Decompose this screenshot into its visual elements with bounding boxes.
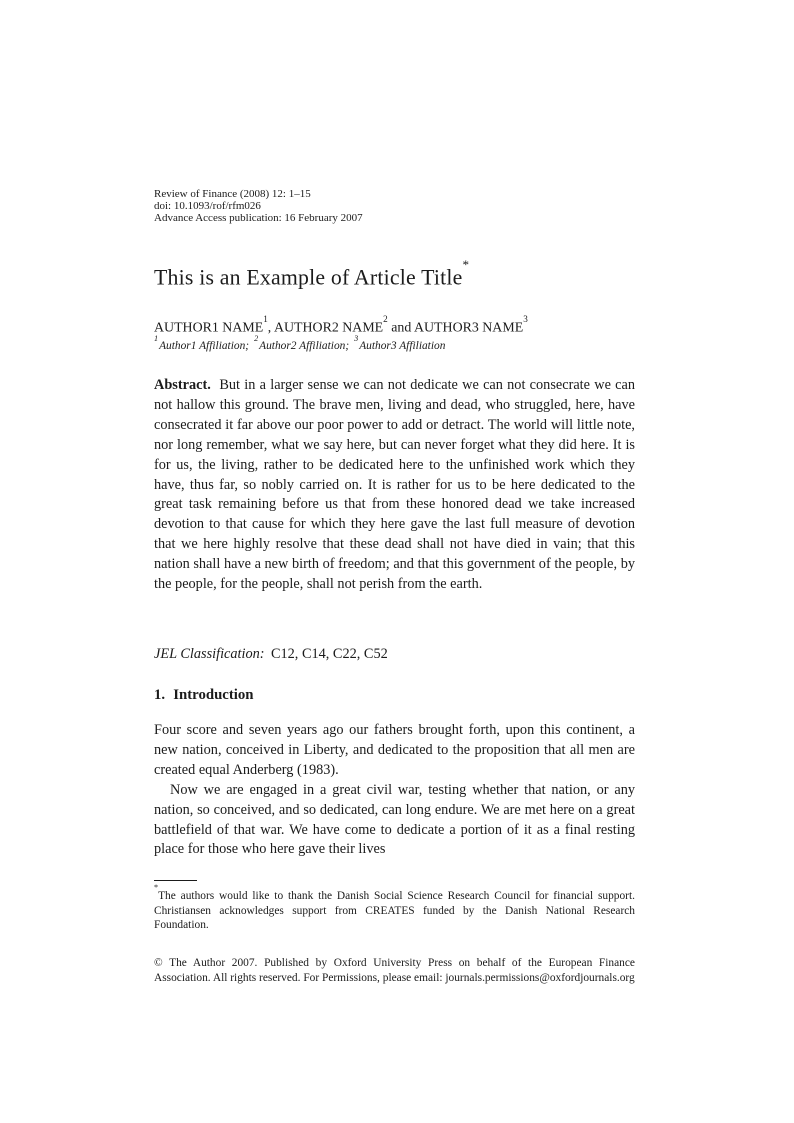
- affiliation-3: [354, 333, 446, 352]
- abstract-section: [154, 376, 635, 595]
- affiliation-3-marker: 3: [354, 333, 359, 343]
- copyright-text-continued: oxfordjournals.org: [549, 971, 635, 984]
- authors-line: [154, 313, 635, 337]
- section-title: Introduction: [173, 687, 254, 703]
- jel-label: JEL Classification:: [154, 646, 265, 662]
- jel-codes: C12, C14, C22, C52: [270, 646, 388, 662]
- section-number: 1.: [154, 687, 166, 703]
- title-footnote-marker: *: [462, 256, 470, 272]
- affiliation-1-marker: 1: [154, 333, 159, 343]
- affiliation-2-marker: 2: [254, 333, 259, 343]
- article-title-text: This is an Example of Article Title: [154, 265, 463, 290]
- author-1-affiliation-marker: 1: [263, 313, 268, 324]
- author-2-name: AUTHOR2 NAME: [273, 320, 384, 336]
- section-heading-introduction: [154, 687, 635, 704]
- affiliation-2-text: Author2 Affiliation;: [259, 339, 350, 352]
- affiliation-3-text: Author3 Affiliation: [359, 339, 446, 352]
- footnote-text: The authors would like to thank the Danish Social Science Research Council for financial support. Christiansen acknowledges support from CREATES funded by the Danish National Research Foundation.: [154, 889, 635, 932]
- journal-header: [154, 188, 635, 225]
- abstract-text: But in a larger sense we can not dedicate we can not consecrate we can not hallow this ground. The brave men, living and dead, who struggled, here, have consecrated it far above our poor power to add or detract. The world will little note, nor long remember, what we say here, but can never forget what they did here. It is for us, the living, rather to be dedicated here to the unfinished work which they have, thus far, so nobly carried on. It is rather for us to be here dedicated to the great task remaining before us that from these honored dead we take increased devotion to that cause for which they here gave the last full measure of devotion that we here highly resolve that these dead shall not have died in vain; that this nation shall have a new birth of freedom; and that this government of the people, by the people, for the people, shall not perish from the earth.: [154, 377, 635, 593]
- author-separator-2: and: [387, 320, 414, 336]
- footnote-marker: *: [154, 883, 159, 893]
- affiliation-1: [154, 333, 250, 352]
- journal-access-date: Advance Access publication: 16 February 2007: [154, 212, 363, 225]
- author-separator-1: ,: [267, 320, 274, 336]
- journal-reference: Review of Finance (2008) 12: 1–15: [154, 188, 311, 200]
- journal-doi: doi: 10.1093/rof/rfm026: [154, 200, 261, 213]
- intro-paragraph-2: Now we are engaged in a great civil war, testing whether that nation, or any nation, so conceived, and so dedicated, can long endure. We are met here on a great battlefield of that war. We have come to dedicate a portion of it as a final resting place for those who here gave their lives: [154, 781, 635, 858]
- jel-classification: [154, 646, 635, 663]
- author-1-name: AUTHOR1 NAME: [154, 320, 264, 336]
- introduction-body: [154, 721, 635, 860]
- affiliations-line: [154, 333, 635, 352]
- article-title: [154, 256, 635, 290]
- intro-paragraph-1: Four score and seven years ago our fathers brought forth, upon this continent, a new nation, conceived in Liberty, and dedicated to the proposition that all men are created equal Anderberg (1983).: [154, 722, 635, 778]
- abstract-label: Abstract.: [154, 377, 211, 393]
- author-3-name: AUTHOR3 NAME: [413, 320, 524, 336]
- author-3-affiliation-marker: 3: [523, 313, 528, 324]
- footnote-divider: [154, 880, 197, 881]
- affiliation-1-text: Author1 Affiliation;: [159, 339, 250, 352]
- copyright-notice: [154, 956, 635, 985]
- title-footnote: [154, 885, 635, 933]
- affiliation-2: [254, 333, 350, 352]
- copyright-text: © The Author 2007. Published by Oxford University Press on behalf of the European Finance Association. All rights reserved. For Permissions, please email: journals.permissions@: [154, 957, 635, 984]
- author-2-affiliation-marker: 2: [383, 313, 388, 324]
